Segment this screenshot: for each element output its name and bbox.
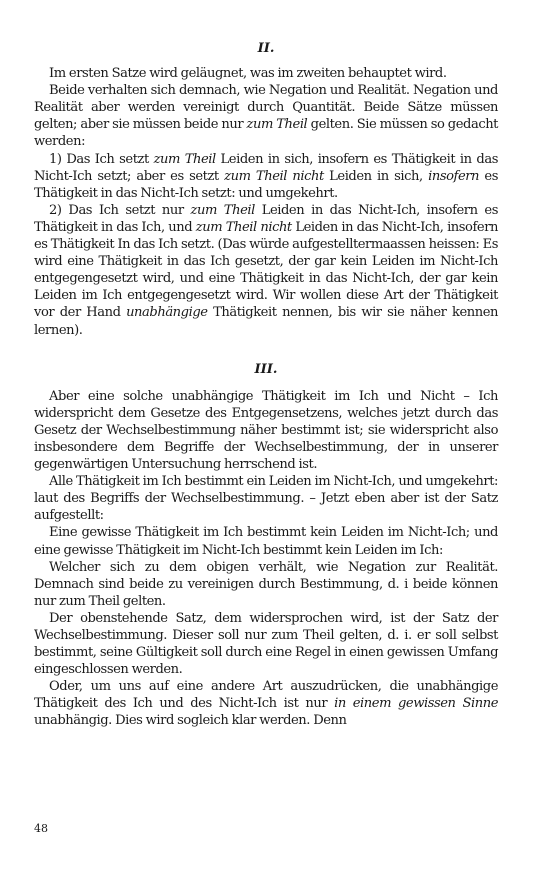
emphasis-span: insofern (428, 168, 480, 184)
emphasis-span: zum Theil nicht (224, 168, 324, 184)
text-span: Leiden in sich, (323, 168, 429, 184)
text-span: 1) Das Ich setzt (49, 151, 154, 167)
paragraph (34, 82, 498, 150)
text-span: unabhängig. Dies wird sogleich klar werden. Denn (34, 713, 347, 729)
text-span: Leiden in sich, insofern es Thätigkeit in das Nicht-Ich setzt; aber es setzt (34, 151, 498, 184)
paragraph (34, 678, 498, 729)
text-span: Im ersten Satze wird geläugnet, was im zweiten behauptet wird. (49, 66, 447, 82)
emphasis-span: zum Theil (190, 202, 255, 218)
text-span: Eine gewisse Thätigkeit im Ich bestimmt kein Leiden im Nicht-Ich; und eine gewisse Thätigkeit im Nicht-Ich bestimmt kein Leiden im Ich: (34, 525, 498, 558)
text-span: 2) Das Ich setzt nur (49, 202, 191, 218)
emphasis-span: in einem gewissen Sinne (334, 696, 498, 712)
text-span: es Thätigkeit in das Nicht-Ich setzt: und umgekehrt. (34, 168, 499, 201)
paragraph (34, 559, 498, 610)
text-span: gelten. Sie müssen so gedacht werden: (34, 117, 498, 150)
section-heading-ii: II. (257, 41, 275, 56)
text-span: Welcher sich zu dem obigen verhält, wie Negation zur Realität. Demnach sind beide zu vereinigen durch Bestimmung, d. i beide können nur zum Theil gelten. (34, 559, 498, 609)
emphasis-span: unabhängige (126, 305, 208, 321)
paragraph (34, 473, 498, 524)
emphasis-span: zum Theil (153, 151, 216, 167)
text-span: Leiden in das Nicht-Ich, insofern es Thätigkeit in das Ich, und (34, 202, 498, 235)
text-span: Leiden in das Nicht-Ich, insofern es Thätigkeit In das Ich setzt. (Das würde aufgestelltermaassen heissen: Es wird eine Thätigkeit in das Ich gesetzt, der gar kein Leiden im Nicht-Ich entgegengesetzt wird, und eine Thätigkeit in das Nicht-Ich, der gar kein Leiden im Ich entgegengesetzt wird. Wir wollen diese Art der Thätigkeit vor der Hand (34, 219, 498, 321)
paragraph (34, 610, 498, 678)
paragraph (34, 202, 498, 339)
text-span: Der obenstehende Satz, dem widersprochen wird, ist der Satz der Wechselbestimmung. Dieser soll nur zum Theil gelten, d. i. er soll selbst bestimmt, seine Gültigkeit soll durch eine Regel in einen gewissen Umfang eingeschlossen werden. (34, 610, 498, 678)
text-span: Beide verhalten sich demnach, wie Negation und Realität. Negation und Realität aber werden vereinigt durch Quantität. Beide Sätze müssen gelten; aber sie müssen beide nur (34, 83, 498, 133)
emphasis-span: zum Theil (246, 117, 308, 133)
paragraph (34, 524, 498, 558)
emphasis-span: zum Theil nicht (195, 219, 292, 235)
page-number: 48 (34, 822, 48, 835)
section-heading-iii: III. (254, 361, 278, 377)
text-span: Aber eine solche unabhängige Thätigkeit im Ich und Nicht – Ich widerspricht dem Gesetze des Entgegensetzens, welches jetzt durch das Gesetz der Wechselbestimmung näher bestimmt ist; sie widerspricht also insbesondere dem Begriffe der Wechselbestimmung, der in unserer gegenwärtigen Untersuchung herrschend ist. (34, 388, 498, 473)
text-span: Thätigkeit nennen, bis wir sie näher kennen lernen). (34, 305, 498, 338)
text-span: Oder, um uns auf eine andere Art auszudrücken, die unabhängige Thätigkeit des Ich und des Nicht-Ich ist nur (34, 679, 498, 712)
paragraph (34, 151, 498, 202)
text-span: Alle Thätigkeit im Ich bestimmt ein Leiden im Nicht-Ich, und umgekehrt: laut des Begriffs der Wechselbestimmung. – Jetzt eben aber ist der Satz aufgestellt: (34, 474, 498, 524)
paragraph (34, 65, 498, 82)
paragraph (34, 388, 498, 473)
